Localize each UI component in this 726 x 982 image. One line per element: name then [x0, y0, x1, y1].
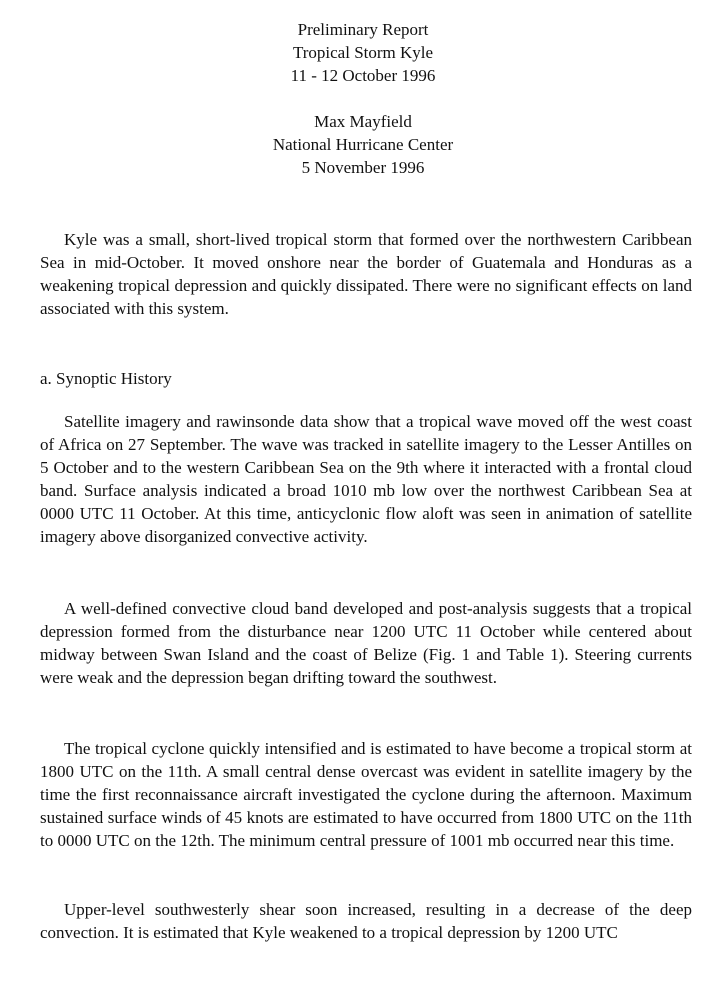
- section-heading-synoptic-history: a. Synoptic History: [40, 369, 172, 388]
- report-date: 5 November 1996: [301, 158, 425, 177]
- storm-dates: 11 - 12 October 1996: [290, 66, 436, 85]
- intro-paragraph: Kyle was a small, short-lived tropical storm that formed over the northwestern Caribbean Sea in mid-October. It moved onshore near the border of Guatemala and Honduras as a weakening tropical depression and quickly dissipated. There were no significant effects on land associated with this system.: [40, 230, 692, 318]
- author-block: [0, 110, 726, 179]
- report-type: Preliminary Report: [297, 20, 429, 39]
- author-name: Max Mayfield: [314, 112, 412, 131]
- author-organization: National Hurricane Center: [272, 135, 454, 154]
- synoptic-paragraph-2: A well-defined convective cloud band developed and post-analysis suggests that a tropical depression formed from the disturbance near 1200 UTC 11 October while centered about midway between Swan Island and the coast of Belize (Fig. 1 and Table 1). Steering currents were weak and the depression began drifting toward the southwest.: [40, 599, 692, 687]
- synoptic-paragraph-4: Upper-level southwesterly shear soon increased, resulting in a decrease of the deep convection. It is estimated that Kyle weakened to a tropical depression by 1200 UTC: [40, 900, 692, 942]
- storm-name: Tropical Storm Kyle: [292, 43, 434, 62]
- synoptic-paragraph-3: The tropical cyclone quickly intensified and is estimated to have become a tropical storm at 1800 UTC on the 11th. A small central dense overcast was evident in satellite imagery by the time the first reconnaissance aircraft investigated the cyclone during the afternoon. Maximum sustained surface winds of 45 knots are estimated to have occurred from 1800 UTC on the 11th to 0000 UTC on the 12th. The minimum central pressure of 1001 mb occurred near this time.: [40, 739, 692, 850]
- synoptic-paragraph-1: Satellite imagery and rawinsonde data show that a tropical wave moved off the west coast of Africa on 27 September. The wave was tracked in satellite imagery to the Lesser Antilles on 5 October and to the western Caribbean Sea on the 9th where it interacted with a frontal cloud band. Surface analysis indicated a broad 1010 mb low over the northwest Caribbean Sea at 0000 UTC 11 October. At this time, anticyclonic flow aloft was seen in animation of satellite imagery above disorganized convective activity.: [40, 412, 692, 546]
- report-title-block: [0, 18, 726, 87]
